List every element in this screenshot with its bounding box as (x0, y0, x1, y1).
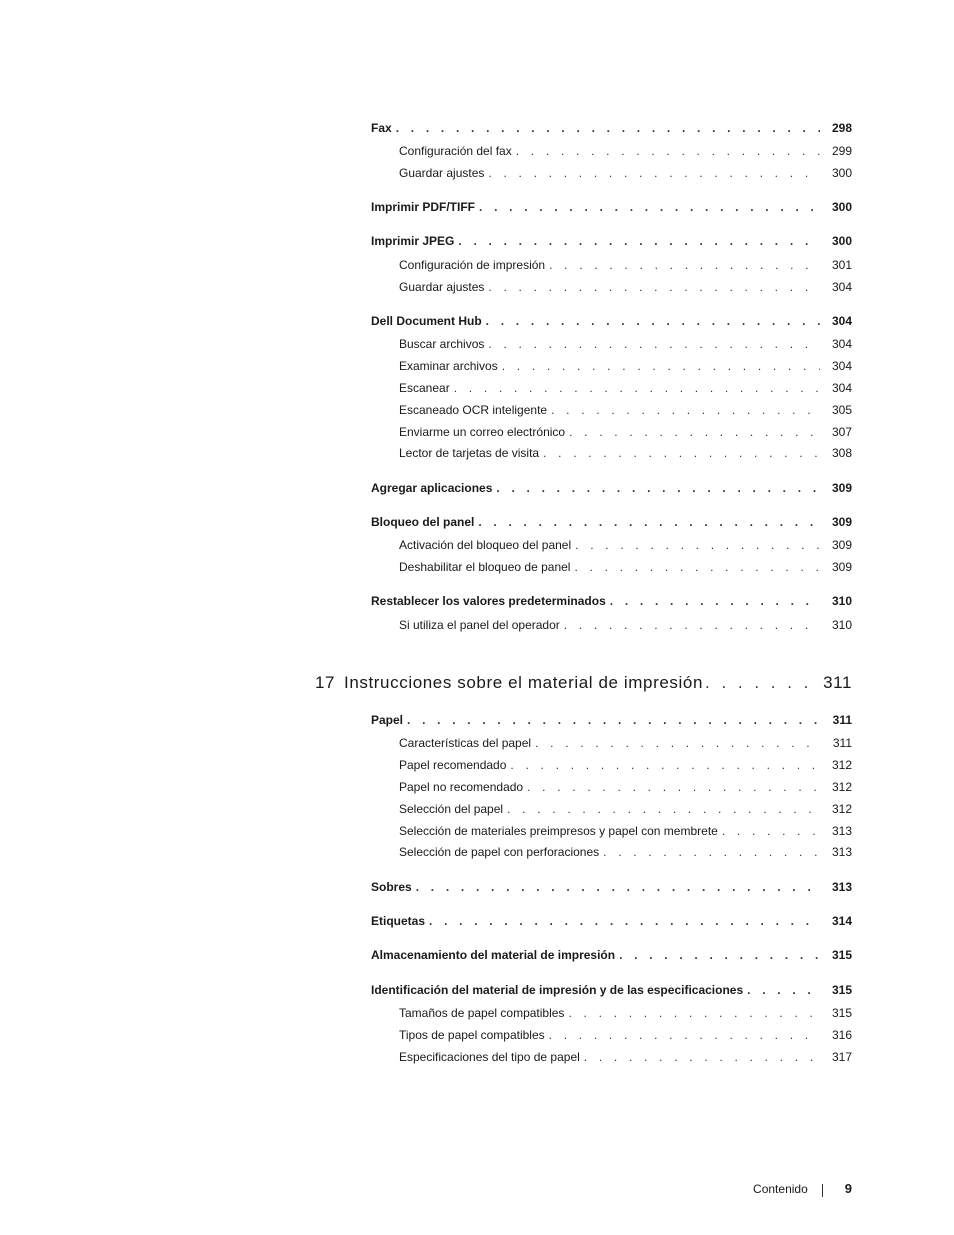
footer-page-number: 9 (844, 1181, 852, 1196)
toc-page-number: 309 (831, 481, 852, 495)
toc-entry-ident-sizes[interactable] (399, 1005, 852, 1021)
dot-leader (454, 233, 820, 249)
dot-leader (599, 844, 820, 860)
dot-leader (450, 380, 820, 396)
toc-entry-title: Fax (371, 121, 392, 135)
dot-leader (580, 1049, 820, 1065)
toc-page-number: 309 (831, 515, 852, 529)
dot-leader (560, 617, 820, 633)
toc-entry-title: Selección del papel (399, 802, 504, 816)
toc-entry-title: Restablecer los valores predeterminados (371, 594, 606, 608)
toc-entry-title: Almacenamiento del material de impresión (371, 948, 616, 962)
toc-page-number: 309 (831, 560, 852, 574)
toc-entry-title: Guardar ajustes (399, 280, 485, 294)
toc-page-number: 316 (831, 1028, 852, 1042)
toc-entry-hub-search[interactable] (399, 336, 852, 352)
toc-page-number: 308 (831, 446, 852, 460)
dot-leader (482, 313, 820, 329)
toc-entry-ident-specs[interactable] (399, 1049, 852, 1065)
dot-leader (506, 757, 820, 773)
toc-entry-title: Examinar archivos (399, 359, 498, 373)
toc-chapter-17[interactable] (315, 672, 852, 694)
toc-page-number: 314 (831, 914, 852, 928)
toc-entry-title: Selección de materiales preimpresos y papel con membrete (399, 824, 718, 838)
toc-page-number: 310 (831, 618, 852, 632)
toc-page-number: 307 (831, 425, 852, 439)
toc-entry-jpeg[interactable] (371, 233, 852, 249)
dot-leader (403, 712, 820, 728)
toc-entry-title: Escaneado OCR inteligente (399, 403, 548, 417)
footer-label: Contenido (753, 1182, 808, 1196)
toc-page-number: 298 (831, 121, 852, 135)
toc-entry-paper[interactable] (371, 712, 852, 728)
dot-leader (743, 982, 820, 998)
toc-entry-envelopes[interactable] (371, 879, 852, 895)
toc-page-number: 304 (831, 337, 852, 351)
dot-leader (545, 257, 820, 273)
toc-entry-title: Imprimir JPEG (371, 234, 455, 248)
dot-leader (523, 779, 820, 795)
dot-leader (615, 947, 820, 963)
dot-leader (484, 336, 820, 352)
dot-leader (545, 1027, 820, 1043)
toc-entry-title: Papel (371, 713, 404, 727)
dot-leader (570, 559, 820, 575)
toc-entry-lock-on[interactable] (399, 537, 852, 553)
toc-page-number: 310 (831, 594, 852, 608)
toc-entry-apps[interactable] (371, 480, 852, 496)
dot-leader (539, 445, 820, 461)
toc-entry-title: Etiquetas (371, 914, 426, 928)
toc-page-number: 304 (831, 359, 852, 373)
toc-entry-title: Imprimir PDF/TIFF (371, 200, 476, 214)
toc-entry-fax-config[interactable] (399, 143, 852, 159)
toc-entry-reset-panel[interactable] (399, 617, 852, 633)
toc-page-number: 304 (831, 314, 852, 328)
toc-entry-fax[interactable] (371, 120, 852, 136)
toc-page-number: 315 (831, 983, 852, 997)
dot-leader (484, 279, 820, 295)
toc-entry-hub-email[interactable] (399, 424, 852, 440)
toc-entry-title: Identificación del material de impresión y de las especificaciones (371, 983, 744, 997)
toc-entry-paper-sel[interactable] (399, 801, 852, 817)
toc-entry-title: Dell Document Hub (371, 314, 482, 328)
toc-entry-document-hub[interactable] (371, 313, 852, 329)
toc-entry-title: Configuración de impresión (399, 258, 546, 272)
toc-entry-title: Configuración del fax (399, 144, 512, 158)
dot-leader (425, 913, 820, 929)
dot-leader (565, 424, 820, 440)
toc-entry-hub-scan[interactable] (399, 380, 852, 396)
toc-entry-hub-ocr[interactable] (399, 402, 852, 418)
toc-page-number: 300 (831, 234, 852, 248)
toc-entry-title: Activación del bloqueo del panel (399, 538, 572, 552)
toc-page-number: 309 (831, 538, 852, 552)
toc-entry-pdf[interactable] (371, 199, 852, 215)
dot-leader (606, 593, 820, 609)
dot-leader (475, 199, 820, 215)
toc-entry-title: Buscar archivos (399, 337, 485, 351)
dot-leader (718, 823, 820, 839)
dot-leader (498, 358, 820, 374)
toc-entry-ident-types[interactable] (399, 1027, 852, 1043)
toc-entry-title: Agregar aplicaciones (371, 481, 493, 495)
toc-entry-title: Tipos de papel compatibles (399, 1028, 545, 1042)
toc-entry-title: Papel no recomendado (399, 780, 524, 794)
toc-page-number: 299 (831, 144, 852, 158)
toc-entry-labels[interactable] (371, 913, 852, 929)
dot-leader (531, 735, 820, 751)
toc-entry-title: Enviarme un correo electrónico (399, 425, 566, 439)
dot-leader (474, 514, 820, 530)
toc-page-number: 304 (831, 280, 852, 294)
toc-page-number: 311 (823, 673, 852, 692)
toc-page-number: 315 (831, 1006, 852, 1020)
toc-page-number: 304 (831, 381, 852, 395)
dot-leader (564, 1005, 820, 1021)
toc-entry-title: Bloqueo del panel (371, 515, 475, 529)
toc-entry-title: Guardar ajustes (399, 166, 485, 180)
toc-entry-jpeg-save[interactable] (399, 279, 852, 295)
dot-leader (512, 143, 820, 159)
toc-entry-paper-char[interactable] (399, 735, 852, 751)
toc-entry-storage[interactable] (371, 947, 852, 963)
toc-entry-title: Deshabilitar el bloqueo de panel (399, 560, 571, 574)
toc-entry-title: Tamaños de papel compatibles (399, 1006, 565, 1020)
dot-leader (412, 879, 820, 895)
toc-page-number: 313 (831, 845, 852, 859)
toc-page-number: 313 (831, 824, 852, 838)
footer-divider (822, 1184, 823, 1197)
dot-leader (547, 402, 820, 418)
toc-entry-title: Especificaciones del tipo de papel (399, 1050, 580, 1064)
toc-entry-title: Escanear (399, 381, 450, 395)
toc-page-number: 305 (831, 403, 852, 417)
toc-page-number: 300 (831, 166, 852, 180)
toc-page-number: 312 (831, 802, 852, 816)
toc-entry-paper-rec[interactable] (399, 757, 852, 773)
chapter-number: 17 (315, 673, 336, 692)
toc-entry-title: Lector de tarjetas de visita (399, 446, 540, 460)
dot-leader (503, 801, 820, 817)
page-footer (700, 1181, 852, 1199)
toc-entry-lock-off[interactable] (399, 559, 852, 575)
toc-entry-hub-browse[interactable] (399, 358, 852, 374)
chapter-title: Instrucciones sobre el material de impresión (344, 673, 703, 692)
toc-page-number: 312 (831, 758, 852, 772)
toc-entry-paper-preprint[interactable] (399, 823, 852, 839)
toc-page-number: 315 (831, 948, 852, 962)
toc-entry-title: Papel recomendado (399, 758, 507, 772)
toc-entry-identification[interactable] (371, 982, 852, 998)
toc-page-number: 317 (831, 1050, 852, 1064)
toc-entry-title: Características del papel (399, 736, 532, 750)
toc-entry-reset[interactable] (371, 593, 852, 609)
toc-entry-title: Si utiliza el panel del operador (399, 618, 560, 632)
toc-page-number: 312 (831, 780, 852, 794)
toc-page-number: 311 (832, 736, 852, 750)
dot-leader (703, 672, 816, 694)
dot-leader (392, 120, 820, 136)
dot-leader (571, 537, 820, 553)
toc-entry-hub-card[interactable] (399, 445, 852, 461)
toc-page-number: 300 (831, 200, 852, 214)
toc-page-number: 301 (831, 258, 852, 272)
toc-entry-fax-save[interactable] (399, 165, 852, 181)
toc-page-number: 311 (832, 713, 852, 727)
toc-entry-jpeg-config[interactable] (399, 257, 852, 273)
dot-leader (492, 480, 820, 496)
toc-entry-title: Sobres (371, 880, 412, 894)
toc-entry-paper-norec[interactable] (399, 779, 852, 795)
toc-page-number: 313 (831, 880, 852, 894)
toc-entry-paper-perf[interactable] (399, 844, 852, 860)
dot-leader (484, 165, 820, 181)
toc-entry-panel-lock[interactable] (371, 514, 852, 530)
toc-entry-title: Selección de papel con perforaciones (399, 845, 600, 859)
